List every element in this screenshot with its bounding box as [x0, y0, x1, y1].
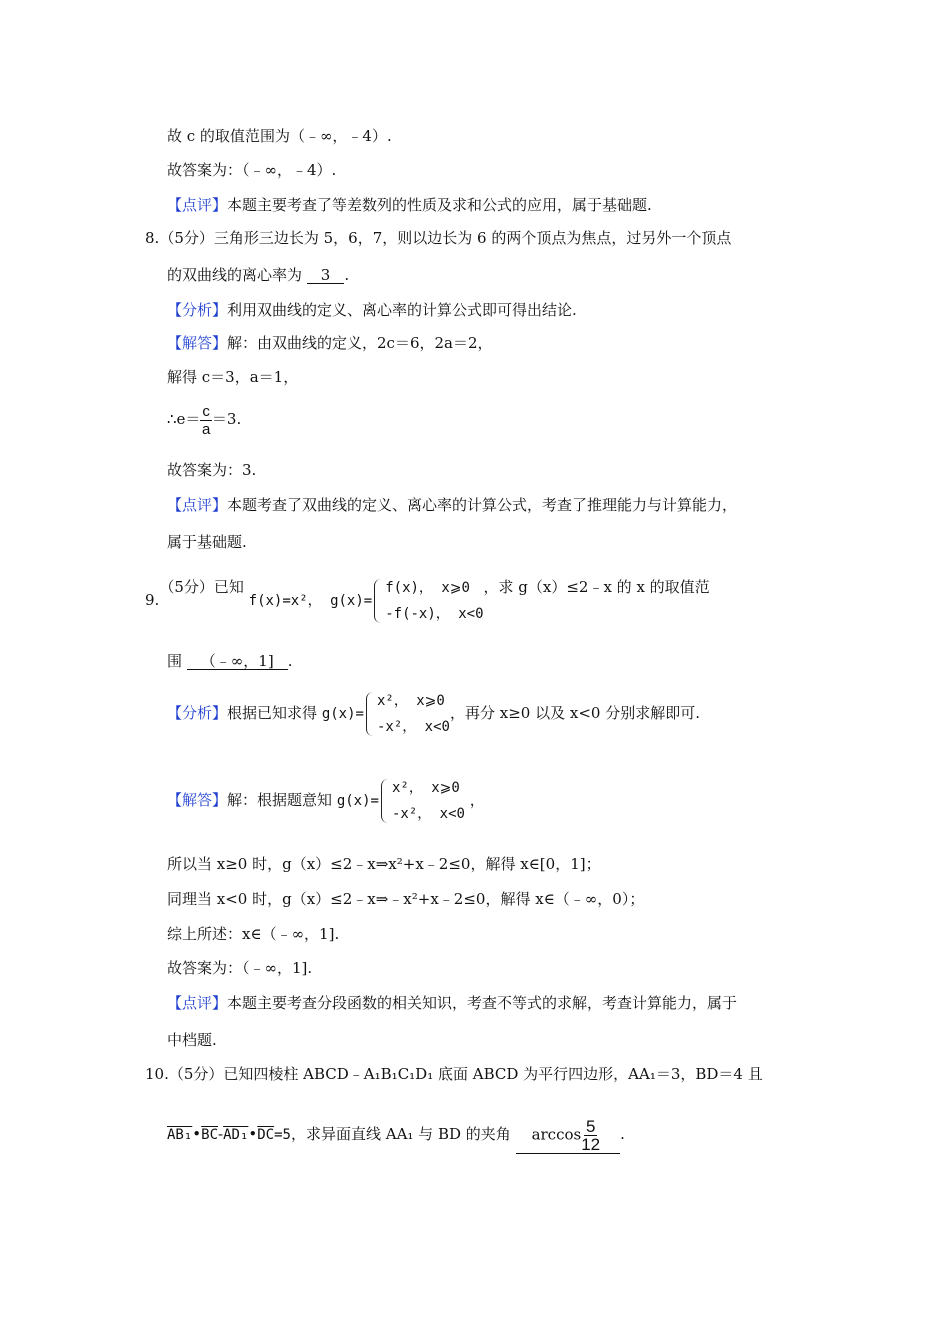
- solution-text: 解：根据题意知: [227, 791, 333, 809]
- case: f(x)， x⩾0: [385, 580, 470, 596]
- text-line: 故答案为：（﹣∞，1].: [167, 959, 313, 977]
- brace: [381, 779, 388, 823]
- analysis-line: [167, 300, 577, 320]
- text-line: [167, 401, 241, 438]
- analysis-text: ，再分 x≥0 以及 x<0 分别求解即可.: [449, 704, 700, 722]
- review-line: [167, 195, 652, 215]
- case: -x²， x<0: [376, 719, 450, 735]
- answer-blank: 3: [307, 267, 345, 284]
- denominator: 12: [581, 1134, 601, 1154]
- text-line: 的双曲线的离心率为 3 .: [167, 266, 350, 284]
- vector: AD₁: [223, 1127, 249, 1143]
- text-line: 故答案为：3.: [167, 461, 257, 479]
- review-text: 本题考查了双曲线的定义、离心率的计算公式，考查了推理能力与计算能力，: [227, 496, 738, 514]
- text: ∴e＝: [167, 410, 201, 428]
- review-tag: 【点评】: [167, 196, 228, 214]
- question-10-stem: [145, 1064, 763, 1084]
- solution-tag: 【解答】: [167, 334, 228, 352]
- text-line: 围 （﹣∞，1] .: [167, 652, 293, 670]
- denominator: a: [202, 420, 211, 438]
- case: x²， x⩾0: [376, 693, 445, 709]
- numerator: c: [202, 402, 210, 420]
- piecewise-formula: [322, 684, 450, 744]
- case: -x²， x<0: [391, 806, 465, 822]
- text-line: 属于基础题.: [167, 533, 247, 551]
- text-line: 故答案为：（﹣∞，﹣4）.: [167, 161, 337, 179]
- analysis-tag: 【分析】: [167, 301, 228, 319]
- vector: $\overline{BC}$: [201, 1127, 219, 1143]
- solution-line: [167, 333, 493, 353]
- question-9-stem: [145, 572, 710, 629]
- analysis-text: 利用双曲线的定义、离心率的计算公式即可得出结论.: [227, 301, 577, 319]
- text-line: 所以当 x≥0 时，g（x）≤2﹣x⇒x²+x﹣2≤0，解得 x∈[0，1]；: [167, 855, 601, 873]
- fraction: [581, 1118, 600, 1153]
- review-tag: 【点评】: [167, 496, 228, 514]
- case: x²， x⩾0: [391, 780, 460, 796]
- text-line: 同理当 x<0 时，g（x）≤2﹣x⇒﹣x²+x﹣2≤0，解得 x∈（﹣∞，0）；: [167, 890, 645, 908]
- numerator: 5: [585, 1116, 596, 1136]
- formula-text: g(x)=: [321, 706, 364, 722]
- formula-text: f(x)=x²， g(x)=: [248, 593, 373, 609]
- vector: AB₁: [167, 1127, 193, 1143]
- review-tag: 【点评】: [167, 994, 228, 1012]
- solution-line: 【解答】解：根据题意知 g(x)= x²， x⩾0 -x²， x<0 ，: [167, 770, 485, 831]
- answer-blank: [516, 1118, 621, 1154]
- question-number: 9.: [145, 591, 160, 609]
- review-line: [167, 993, 737, 1013]
- analysis-tag: 【分析】: [167, 704, 228, 722]
- question-number: 10.: [145, 1065, 169, 1083]
- stem-text: ，求 g（x）≤2﹣x 的 x 的取值范: [483, 578, 710, 596]
- stem-text: （5分）已知四棱柱 ABCD﹣A₁B₁C₁D₁ 底面 ABCD 为平行四边形，AA₁＝3，BD＝4 且: [168, 1065, 763, 1083]
- formula-text: g(x)=: [336, 793, 379, 809]
- analysis-text: 根据已知求得: [227, 704, 318, 722]
- text-line: 故 c 的取值范围为（﹣∞，﹣4）.: [167, 127, 392, 145]
- review-line: [167, 495, 737, 515]
- review-text: 本题主要考查了等差数列的性质及求和公式的应用，属于基础题.: [227, 196, 652, 214]
- question-number: 8.: [145, 229, 160, 247]
- stem-text: ，求异面直线 AA₁ 与 BD 的夹角: [290, 1125, 511, 1143]
- brace: [374, 579, 381, 623]
- stem-text: 的双曲线的离心率为: [167, 266, 303, 284]
- formula-text: =5: [274, 1127, 291, 1143]
- stem-text: （5分）三角形三边长为 5，6，7，则以边长为 6 的两个顶点为焦点，过另外一个顶点: [159, 229, 732, 247]
- case: -f(-x)， x<0: [385, 606, 484, 622]
- review-text: 本题主要考查分段函数的相关知识，考查不等式的求解，考查计算能力，属于: [227, 994, 738, 1012]
- answer-text: arccos: [531, 1125, 582, 1143]
- solution-tag: 【解答】: [167, 791, 228, 809]
- question-8-stem: [145, 228, 731, 248]
- stem-text: 围: [167, 652, 183, 670]
- text-line: 解得 c＝3，a＝1，: [167, 368, 299, 386]
- brace: [366, 692, 373, 736]
- text: ＝3.: [211, 410, 242, 428]
- stem-text: （5分）已知: [159, 578, 244, 596]
- solution-text: 解：由双曲线的定义，2c＝6，2a＝2，: [227, 334, 493, 352]
- text-line: 中档题.: [167, 1031, 217, 1049]
- answer-blank: （﹣∞，1]: [187, 653, 288, 670]
- vector: $\overline{DC}$: [257, 1127, 275, 1143]
- text-line: 综上所述：x∈（﹣∞，1].: [167, 925, 340, 943]
- piecewise-formula: [337, 771, 465, 831]
- piecewise-formula: [249, 573, 484, 629]
- fraction: [200, 403, 212, 438]
- analysis-line: [167, 683, 700, 744]
- text-line: $AB_1•\overline{BC}-AD_1•\overline{DC}=5$，求异面直线 AA₁ 与 BD 的夹角 arccos $\frac{5}{12}$ .: [167, 1116, 625, 1154]
